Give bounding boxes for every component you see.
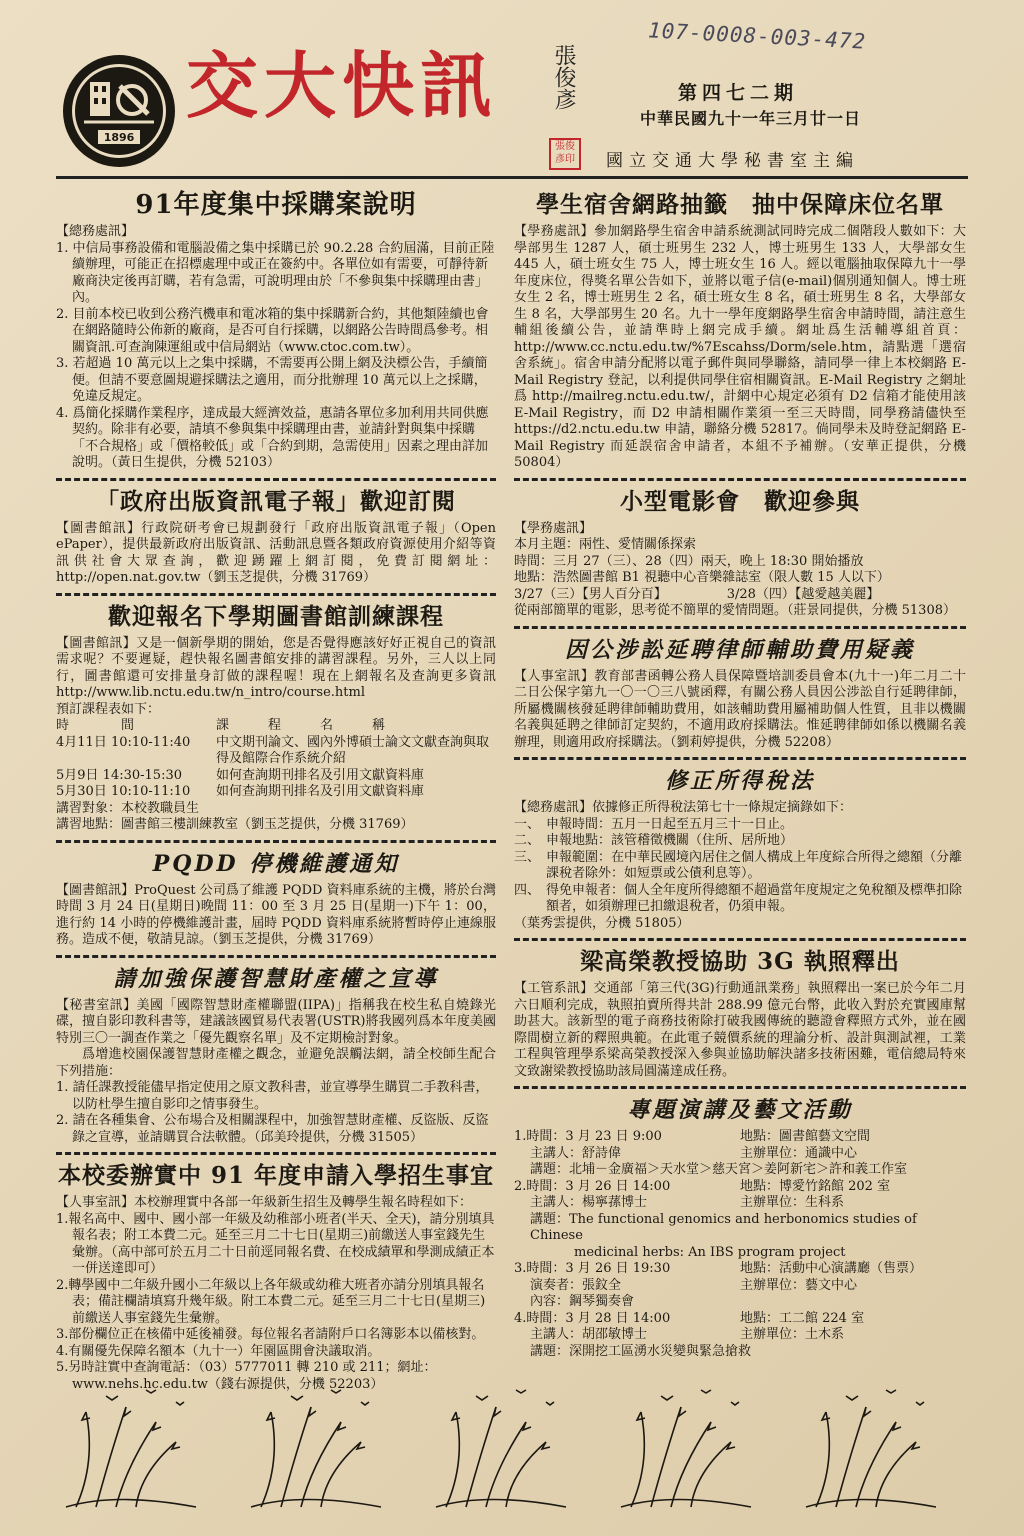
- table-row: [56, 768, 496, 785]
- event-organizer: 主辦單位：藝文中心: [740, 1277, 858, 1293]
- list-item: 2. 請在各種集會、公布場合及相關課程中，加強智慧財產權、反盜版、反盜錄之宣導，並請購買合法軟體。（邱美玲提供，分機 31505）: [56, 1113, 489, 1145]
- university-seal-icon: [60, 52, 178, 170]
- event-place: 地點：圖書館藝文空間: [740, 1129, 871, 1144]
- dept-tag: 【學務處訊】: [514, 520, 593, 536]
- article-dorm-lottery: [514, 190, 966, 472]
- table-row: [514, 1344, 966, 1361]
- film-place: 地點：浩然圖書館 B1 視聽中心音樂雜誌室（限人數 15 人以下）: [514, 570, 890, 585]
- event-host: 主講人：舒詩偉: [530, 1145, 622, 1161]
- article-ip-protection: [56, 964, 496, 1147]
- event-organizer: 主辦單位：土木系: [740, 1327, 845, 1342]
- calligraphy-signature: 張俊彥: [551, 44, 576, 110]
- article-title: 請加強保護智慧財產權之宣導: [113, 965, 439, 992]
- list-item: 2. 目前本校已收到公務汽機車和電冰箱的集中採購新合約，其他類陸續也會在網路隨時公佈新的廠商，是否可自行採購，以網路公告時間爲參考。相關資訊.可查詢陳運組或中信局網站（www.ctoc.com.tw）。: [56, 306, 489, 355]
- film-note: 從兩部簡單的電影，思考從不簡單的愛情問題。（莊景同提供，分機 51308）: [514, 603, 956, 618]
- article-body: 【圖書館訊】又是一個新學期的開始，您是否覺得應該好好正視自己的資訊需求呢？不要遲疑，趕快報名圖書館安排的講習課程。另外，三人以上同行，圖書館還可安排量身訂做的課程喔！現在上網報名及查詢更多資訊 http://www.lib.nctu.edu.tw/n_intro/course.html: [56, 635, 496, 700]
- list-item: 1.報名高中、國中、國小部一年級及幼稚部小班者(半天、全天)，請分別填具報名表；附工本費二元。延至三月二十七日(星期三)前繳送人事室錢先生彙辦。（高中部可於五月二十日前逕同報名費、在校成績單和學測成績正本一併送達即可）: [56, 1211, 495, 1276]
- dashed-divider: [514, 626, 966, 629]
- event-host: 演奏者：張鈫全: [530, 1277, 622, 1293]
- table-row: [514, 1294, 966, 1311]
- table-header-row: [56, 718, 496, 735]
- table-row: [514, 883, 966, 916]
- list-item: 1. 中信局事務設備和電腦設備之集中採購已於 90.2.28 合約屆滿，目前正陸續辦理，可能正在招標處理中或正在簽約中。各單位如有需要，可靜待新廠商決定後再訂購，若有急需，可說明理由於「不參與集中採購理由書」內。: [56, 240, 495, 305]
- logo-year: 1896: [103, 131, 135, 144]
- item-number: 四、: [514, 882, 541, 898]
- article-mini-film: [514, 487, 966, 620]
- dashed-divider: [56, 1152, 496, 1155]
- film-time: 時間：三月 27（三）、28（四）兩天，晚上 18:30 開始播放: [514, 553, 864, 569]
- table-row: [514, 1195, 966, 1212]
- list-item: 3. 若超過 10 萬元以上之集中採購，不需要再公開上網及決標公告，手續簡便。但請不要意圖規避採購法之適用，而分批辦理 10 萬元以上之採購，免違反規定。: [56, 356, 488, 404]
- article-centralized-procurement: [56, 190, 496, 472]
- event-host: 主講人：胡邵敏博士: [530, 1327, 648, 1342]
- left-column: [56, 186, 496, 1397]
- event-place: 地點：博愛竹銘館 202 室: [740, 1178, 891, 1194]
- event-topic: 講題：The functional genomics and herbonomics studies of Chinese: [530, 1211, 917, 1243]
- dashed-divider: [514, 1086, 966, 1089]
- article-body: 【秘書室訊】美國「國際智慧財產權聯盟(IIPA)」指稱我在校生私自燒錄光碟，擅自影印教科書等，建議該國貿易代表署(USTR)將我國列爲本年度美國特別三〇一調查作業之「優先觀察名單」及不定期檢討對象。: [56, 997, 496, 1046]
- table-row: [514, 1129, 966, 1146]
- publisher-line: 國立交通大學秘書室主編: [606, 151, 859, 171]
- event-time: 2.時間：3 月 26 日 14:00: [514, 1178, 671, 1194]
- column-header-course: 課 程 名 稱: [216, 718, 386, 733]
- table-row: [56, 735, 496, 768]
- schedule-intro: 預訂課程表如下：: [56, 701, 161, 717]
- cell-course: 如何查詢期刊排名及引用文獻資料庫: [216, 784, 425, 799]
- table-row: [514, 1311, 966, 1328]
- event-place: 地點：活動中心演講廳（售票）: [740, 1261, 923, 1276]
- dashed-divider: [56, 955, 496, 958]
- item-number: 一、: [514, 816, 541, 832]
- course-schedule-table: [56, 718, 496, 801]
- table-row: [514, 1212, 966, 1245]
- item-number: 三、: [514, 849, 541, 865]
- cell-time: 5月30日 10:10-11:10: [56, 784, 191, 799]
- article-library-training: [56, 602, 496, 834]
- film-2: 3/28（四）【越愛越美麗】: [726, 586, 880, 602]
- credit-line: （葉秀雲提供，分機 51805）: [514, 915, 690, 931]
- article-title: 「政府出版資訊電子報」歡迎訂閱: [96, 487, 456, 515]
- article-title: 小型電影會 歡迎參與: [620, 487, 860, 515]
- item-text: 申報範圍：在中華民國境內居住之個人構成上年度綜合所得之總額（分離課稅者除外：如短票或公債利息等）。: [546, 849, 963, 881]
- numbered-list: [56, 241, 496, 472]
- table-row: [514, 850, 966, 883]
- table-row: [514, 1179, 966, 1196]
- event-topic: 講題：北埔－金廣福＞天水堂＞慈天宮＞姜阿新宅＞許和義工作室: [530, 1162, 908, 1177]
- list-item: 3.部份欄位正在核備中延後補發。每位報名者請附戶口名簿影本以備核對。: [56, 1327, 485, 1342]
- list-item: 4. 爲簡化採購作業程序，達成最大經濟效益，惠請各單位多加利用共同供應契約。除非有必要，請填不參與集中採購理由書，並請針對與集中採購「不合規格」或「價格較低」或「合約到期，急需使用」因素之理由詳加說明。（黃日生提供，分機 52103）: [56, 405, 489, 470]
- table-row: [514, 1327, 966, 1344]
- reed-grass-birds-icon: [56, 1382, 968, 1512]
- dept-tag: 【總務處訊】依據修正所得稅法第七十一條規定摘錄如下：: [514, 800, 853, 815]
- training-target: 講習對象：本校教職員生: [56, 800, 200, 816]
- article-body: 【圖書館訊】ProQuest 公司爲了維護 PQDD 資料庫系統的主機，將於台灣時間 3 月 24 日(星期日)晚間 11：00 至 3 月 25 日(星期一)下午 1：00，進行約 14 小時的停機維護計畫，屆時 PQDD 資料庫系統將暫時停止連線服務。造成不便，敬請見諒。（劉玉芝提供，分機 31769）: [56, 882, 496, 947]
- cell-course: 如何查詢期刊排名及引用文獻資料庫: [216, 767, 425, 783]
- article-body: 爲增進校園保護智慧財產權之觀念，並避免誤觸法網，請全校師生配合下列措施：: [56, 1047, 496, 1079]
- article-title: 專題演講及藝文活動: [627, 1097, 853, 1123]
- article-title: PQDD 停機維護通知: [152, 850, 400, 877]
- article-title: 因公涉訟延聘律師輔助費用疑義: [564, 636, 915, 663]
- header-rule: [56, 176, 968, 179]
- numbered-list: [56, 1212, 496, 1394]
- article-title: 修正所得稅法: [664, 768, 815, 794]
- dept-tag: 【人事室訊】本校辦理實中各部一年級新生招生及轉學生報名時程如下：: [56, 1195, 473, 1210]
- film-1: 3/27（三）【男人百分百】: [514, 586, 667, 602]
- article-gov-epaper: [56, 487, 496, 587]
- article-experimental-school-admission: [56, 1161, 496, 1393]
- masthead-title: 交大快訊: [186, 43, 499, 128]
- item-text: 得免申報者：個人全年度所得總額不超過當年度規定之免稅額及標準扣除額者，如須辦理已扣繳退稅者，仍須申報。: [546, 882, 963, 914]
- table-row: [514, 1245, 966, 1262]
- event-organizer: 主辦單位：通識中心: [740, 1145, 858, 1161]
- article-income-tax: [514, 766, 966, 932]
- article-body: 【人事室訊】教育部書函轉公務人員保障暨培訓委員會本(九十一)年二月二十二日公保字第九一〇一〇三八號函釋，有關公務人員因公涉訟自行延聘律師，所屬機關核發延聘律師輔助費用，如該輔助費用屬補助個人性質，且非以機關名義與延聘之律師訂定契約，不適用政府採購法。惟延聘律師如係以機關名義辦理，則適用政府採購法。（劉莉婷提供，分機 52208）: [514, 668, 966, 750]
- article-body: 【工管系訊】交通部「第三代(3G)行動通訊業務」執照釋出一案已於今年二月六日順利完成，執照拍賣所得共計 288.99 億元台幣，此收入對於充實國庫幫助甚大。該新型的電子商務技術除打破我國傳統的聽證會釋照方式外，並在國際間樹立新的釋照典範。在此電子競價系統的理論分析、設計與測試裡，工業工程與管理學系梁高榮教授深入參與並協助解決諸多技術困難，電信總局特來文致謝梁教授協助該局圓滿達成任務。: [514, 981, 966, 1079]
- cell-time: 4月11日 10:10-11:40: [56, 734, 191, 750]
- dashed-divider: [514, 757, 966, 760]
- issue-date: 中華民國九十一年三月廿一日: [640, 109, 862, 128]
- article-3g-license: [514, 947, 966, 1080]
- list-item: 2.轉學國中二年級升國小二年級以上各年級或幼稚大班者亦請分別填具報名表；備註欄請填寫升幾年級。附工本費二元。延至三月二十七日(星期三)前繳送人事室錢先生彙辦。: [56, 1277, 486, 1326]
- event-topic: 內容：鋼琴獨奏會: [530, 1294, 635, 1309]
- dept-tag: 【總務處訊】: [56, 224, 135, 239]
- dashed-divider: [514, 478, 966, 481]
- event-time: 4.時間：3 月 28 日 14:00: [514, 1310, 671, 1326]
- article-title: 91年度集中採購案說明: [135, 190, 417, 220]
- article-title: 梁高榮教授協助 3G 執照釋出: [580, 948, 900, 975]
- article-title: 歡迎報名下學期圖書館訓練課程: [108, 602, 444, 630]
- item-text: 申報時間：五月一日起至五月三十一日止。: [546, 816, 794, 832]
- item-text: 申報地點：該管稽徵機關（住所、居所地）: [546, 833, 794, 848]
- column-header-time: 時 間: [56, 718, 135, 733]
- dashed-divider: [56, 840, 496, 843]
- list-item: 5.另時註實中查詢電話：（03）5777011 轉 210 或 211；網址：www.nehs.hc.edu.tw（錢右源提供，分機 52203）: [56, 1360, 437, 1392]
- table-row: [514, 1278, 966, 1295]
- item-number: 二、: [514, 833, 541, 848]
- red-seal-stamp: 張俊彥印: [549, 138, 581, 170]
- article-body: 【圖書館訊】行政院研考會已規劃發行「政府出版資訊電子報」（Open ePaper），提供最新政府出版資訊、活動訊息暨各類政府資源使用介紹等資訊供社會大眾查詢，歡迎踴躍上網訂閱，免費訂閱網址：http://open.nat.gov.tw（劉玉芝提供，分機 31769）: [56, 520, 496, 585]
- events-table: [514, 1129, 966, 1360]
- event-time: 3.時間：3 月 26 日 19:30: [514, 1261, 671, 1276]
- cell-course: 中文期刊論文、國內外博碩士論文文獻查詢與取得及館際合作系統介紹: [216, 734, 490, 766]
- article-legal-fee: [514, 635, 966, 752]
- table-row: [514, 1261, 966, 1278]
- table-row: [514, 1162, 966, 1179]
- handwritten-archive-number: 107-0008-003-472: [647, 18, 867, 54]
- list-item: 4.有關優先保障名額本（九十一）年園區開會決議取消。: [56, 1343, 381, 1359]
- dashed-divider: [56, 478, 496, 481]
- article-title: 學生宿舍網路抽籤 抽中保障床位名單: [536, 191, 944, 218]
- dashed-divider: [56, 593, 496, 596]
- event-place: 地點：工二館 224 室: [740, 1310, 865, 1326]
- event-organizer: 主辦單位：生科系: [740, 1195, 845, 1210]
- film-list: [514, 587, 966, 604]
- article-title: 本校委辦實中 91 年度申請入學招生事宜: [57, 1162, 495, 1189]
- table-row: [514, 817, 966, 834]
- event-time: 1.時間：3 月 23 日 9:00: [514, 1129, 662, 1144]
- event-topic-cont: medicinal herbs: An IBS program project: [574, 1244, 846, 1260]
- article-pqdd-maintenance: [56, 849, 496, 949]
- right-column: [514, 186, 966, 1364]
- list-item: 1. 請任課教授能儘早指定使用之原文教科書，並宣導學生購買二手教科書，以防杜學生擅自影印之情事發生。: [56, 1080, 489, 1112]
- table-row: [514, 1146, 966, 1163]
- dashed-divider: [514, 938, 966, 941]
- event-host: 主講人：楊寧蓀博士: [530, 1195, 648, 1210]
- training-place: 講習地點：圖書館三樓訓練教室（劉玉芝提供，分機 31769）: [56, 817, 414, 832]
- issue-number: 第四七二期: [678, 82, 799, 104]
- tax-items-table: [514, 817, 966, 916]
- article-body: 【學務處訊】參加網路學生宿舍申請系統測試同時完成二個階段人數如下：大學部男生 1287 人，碩士班男生 232 人，博士班男生 133 人，大學部女生 445 人，碩士班女生 75 人，博士班女生 16 人。經以電腦抽取保障九十一學年度床位，得獎名單公告如下，並將以電子信(e-mail)個別通知個人。博士班女生 2 名，博士班男生 2 名，碩士班女生 8 名，碩士班男生 8 名，大學部女生 8 名，大學部男生 20 名。九十一學年度網路學生宿舍申請時間，請注意生輔組後續公告，並請準時上網完成手續。網址爲生活輔導組首頁：http://www.cc.nctu.edu.tw/%7Escahss/Dorm/sele.htm，請點選「選宿舍系統」。宿舍申請分配將以電子郵件與同學聯絡，請同學一律上本校網路 E-Mail Registry 登記，以利提供同學住宿相關資訊。E-Mail Registry 之網址爲 http://mailreg.nctu.edu.tw/，計網中心規定必須有 D2 信箱才能使用該 E-Mail Registry，而 D2 申請相關作業須一至三天時間，同學務請儘快至 https://d2.nctu.edu.tw 申請，聯絡分機 52817。倘同學未及時登記網路 E-Mail Registry 而延誤宿舍申請者，本組不予補辦。（安華正提供，分機 50804）: [514, 224, 966, 470]
- numbered-list: [56, 1080, 496, 1146]
- article-lectures-events: [514, 1095, 966, 1360]
- event-topic: 講題：深開挖工區湧水災變與緊急搶救: [530, 1343, 752, 1359]
- table-row: [514, 833, 966, 850]
- cell-time: 5月9日 14:30-15:30: [56, 767, 182, 783]
- table-row: [56, 784, 496, 801]
- film-theme: 本月主題：兩性、愛情關係探索: [514, 537, 697, 552]
